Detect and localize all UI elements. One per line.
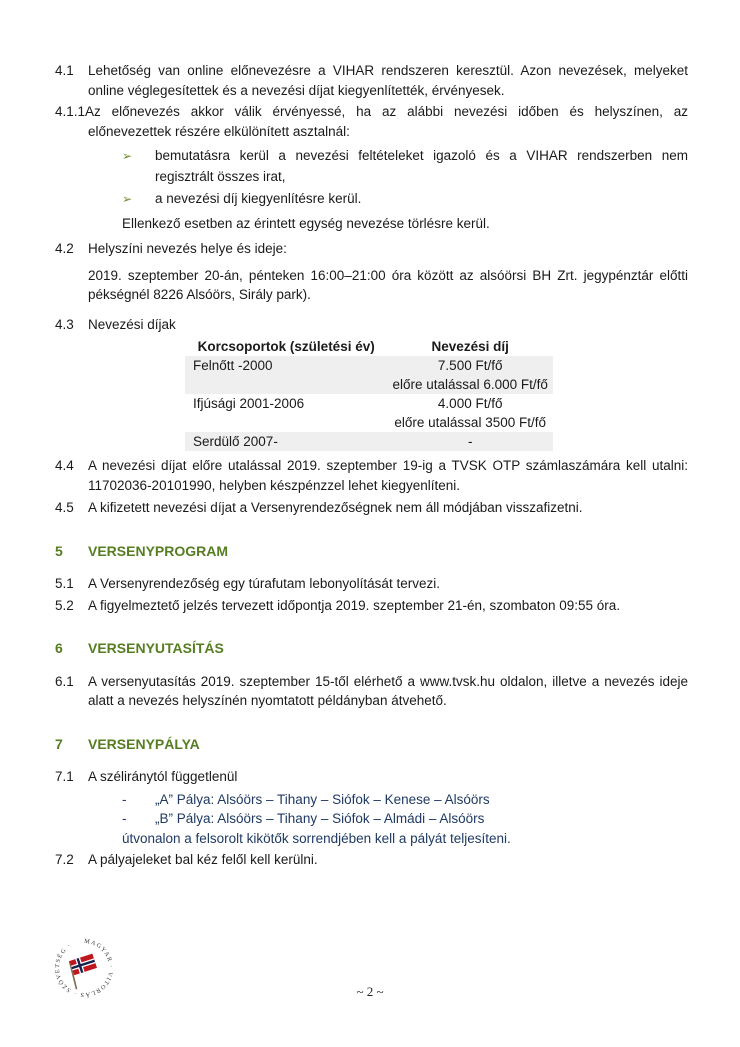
clause-text: Lehetőség van online előnevezésre a VIHAR rendszeren keresztül. Azon nevezések, melyeket online véglegesítettek és a nevezési díjat kiegyenlítették, érvényesek. — [88, 63, 688, 98]
age-group-cell: Serdülő 2007- — [185, 432, 387, 451]
clause-text: A figyelmeztető jelzés tervezett időpontja 2019. szeptember 21-én, szombaton 09:55 óra. — [88, 597, 621, 613]
section-title: VERSENYUTASÍTÁS — [88, 640, 224, 656]
table-row — [185, 432, 553, 451]
route-a-text: „A” Pálya: Alsóörs – Tihany – Siófok – Kenese – Alsóörs — [155, 791, 490, 807]
clause-number: 7.1 — [55, 769, 74, 784]
bullet-item — [55, 146, 688, 186]
clause-text: Helyszíni nevezés helye és ideje: — [88, 241, 287, 256]
section-title: VERSENYPROGRAM — [88, 542, 229, 559]
clause-text: A nevezési díjat előre utalással 2019. szeptember 19-ig a TVSK OTP számlaszámára kell utalni: 11702036-20101990, helyben készpénzzel lehet kiegyenlíteni. — [88, 458, 688, 493]
clause-6-1 — [55, 672, 688, 711]
clause-text: A széliránytól függetlenül — [88, 769, 238, 784]
dash-bullet: - — [122, 791, 127, 807]
clause-number: 4.1 — [55, 63, 74, 78]
fee-main: - — [467, 434, 473, 449]
section-heading-6 — [55, 639, 688, 659]
clause-text: A pályajeleket bal kéz felől kell kerülni. — [88, 852, 318, 867]
fee-cell — [387, 432, 553, 451]
clause-number: 5.2 — [55, 597, 74, 613]
table-row — [185, 394, 553, 432]
clause-4-1 — [55, 61, 688, 100]
section-heading-5 — [55, 542, 688, 562]
entry-fee-table — [185, 337, 553, 451]
clause-4-4 — [55, 456, 688, 495]
fee-note: előre utalással 6.000 Ft/fő — [392, 377, 548, 392]
age-group-cell: Ifjúsági 2001-2006 — [193, 396, 305, 411]
fee-cell — [387, 356, 553, 394]
clause-number: 4.1.1 — [55, 104, 86, 119]
section-number: 7 — [55, 735, 63, 752]
route-b-text: „B” Pálya: Alsóörs – Tihany – Siófok – Almádi – Alsóörs — [155, 811, 485, 826]
clause-text: A versenyutasítás 2019. szeptember 15-től elérhető a www.tvsk.hu oldalon, illetve a nevezés ideje alatt a nevezés helyszínén nyomtatott példányban átvehető. — [88, 673, 688, 708]
route-note: útvonalon a felsorolt kikötők sorrendjében kell a pályát teljesíteni. — [122, 830, 511, 846]
bullet-text: bemutatásra kerül a nevezési feltételeket igazoló és a VIHAR rendszerben nem regisztrált összes irat, — [155, 148, 688, 184]
clause-number: 6.1 — [55, 673, 74, 689]
section-heading-7 — [55, 735, 688, 755]
column-header-age-groups: Korcsoportok (születési év) — [197, 339, 375, 354]
fee-cell — [387, 394, 553, 432]
clause-5-1 — [55, 574, 688, 594]
age-group-cell: Felnőtt -2000 — [185, 356, 387, 394]
section-number: 5 — [55, 542, 63, 559]
clause-4-5 — [55, 498, 688, 518]
arrow-bullet-icon: ➢ — [122, 149, 133, 163]
seal-ring-text: MAGYAR · VITORLÁS · SZÖVETSÉG · — [53, 937, 115, 999]
section-number: 6 — [55, 640, 63, 656]
page-number: ~ 2 ~ — [356, 984, 384, 999]
clause-4-2 — [55, 239, 688, 259]
route-b-line — [55, 809, 688, 829]
clause-number: 4.3 — [55, 316, 74, 332]
column-header-entry-fee: Nevezési díj — [431, 339, 509, 354]
route-a-line — [55, 790, 688, 810]
dash-bullet: - — [122, 811, 127, 826]
bullet-text: a nevezési díj kiegyenlítésre kerül. — [155, 191, 362, 206]
clause-number: 4.5 — [55, 500, 74, 515]
clause-4-1-1 — [55, 102, 688, 141]
clause-number: 4.2 — [55, 241, 74, 256]
arrow-bullet-icon: ➢ — [122, 192, 133, 206]
clause-4-2-body: 2019. szeptember 20-án, pénteken 16:00–21:00 óra között az alsóörsi BH Zrt. jegypénztár előtti pékségnél 8226 Alsóörs, Sirály park). — [88, 267, 688, 302]
table-header-row — [185, 337, 553, 356]
clause-4-3 — [55, 315, 688, 335]
clause-continuation: Ellenkező esetben az érintett egység nevezése törlésre kerül. — [122, 215, 490, 231]
clause-5-2 — [55, 596, 688, 616]
clause-text: A Versenyrendezőség egy túrafutam lebonyolítását tervezi. — [88, 576, 440, 591]
clause-text: A kifizetett nevezési díjat a Versenyrendezőségnek nem áll módjában visszafizetni. — [88, 500, 583, 515]
clause-7-1 — [55, 767, 688, 787]
fee-main: 4.000 Ft/fő — [437, 396, 503, 411]
clause-number: 5.1 — [55, 576, 74, 591]
clause-7-2 — [55, 850, 688, 870]
section-title: VERSENYPÁLYA — [88, 735, 200, 752]
clause-number: 7.2 — [55, 852, 74, 867]
table-row — [185, 356, 553, 394]
clause-text: Nevezési díjak — [88, 316, 176, 332]
fee-note: előre utalással 3500 Ft/fő — [394, 415, 546, 430]
clause-number: 4.4 — [55, 458, 74, 473]
clause-text: Az előnevezés akkor válik érvényessé, ha az alábbi nevezési időben és helyszínen, az előnevezettek részére elkülönített asztalnál: — [85, 104, 688, 139]
fee-main: 7.500 Ft/fő — [437, 358, 503, 373]
bullet-item — [55, 189, 688, 210]
